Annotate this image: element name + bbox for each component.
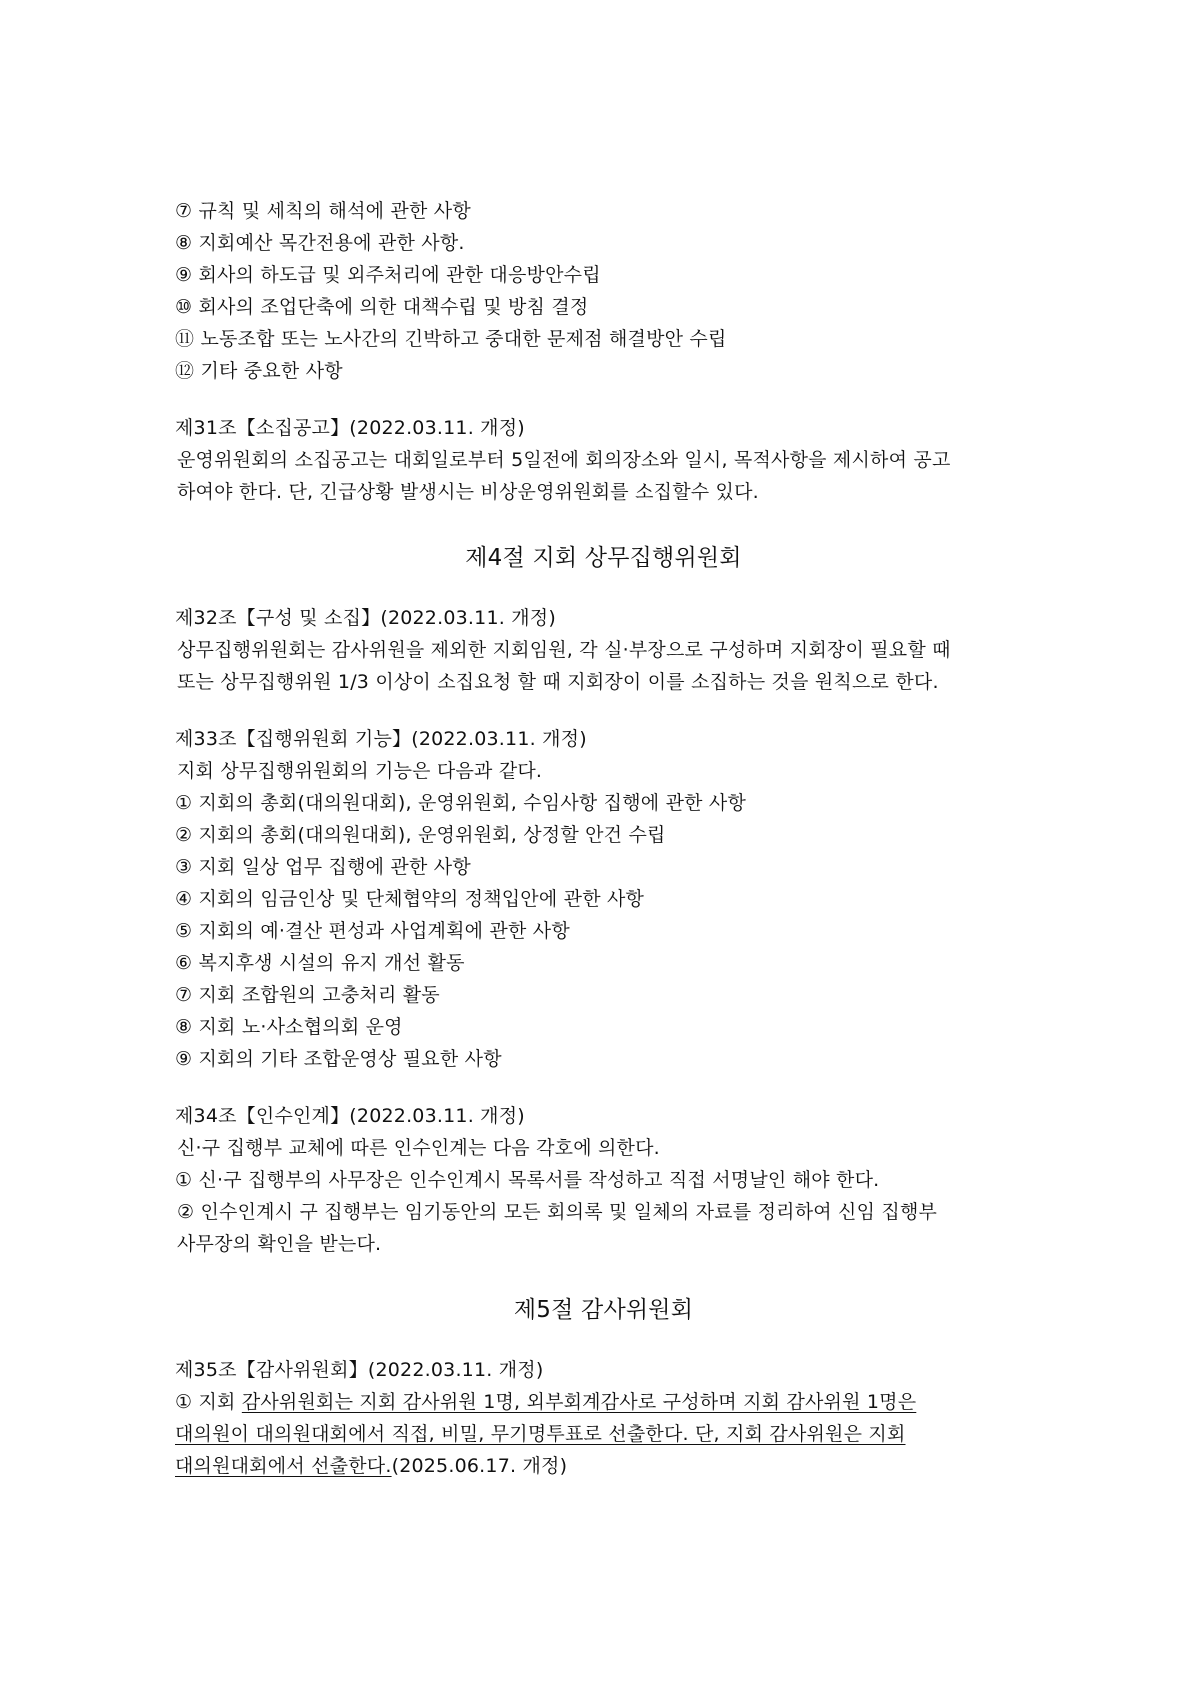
list-item: ② 지회의 총회(대의원대회), 운영위원회, 상정할 안건 수립: [175, 824, 666, 846]
article-text-line: 또는 상무집행위원 1/3 이상이 소집요청 할 때 지회장이 이를 소집하는 것을 원칙으로 한다.: [177, 671, 939, 693]
article-title: 제35조【감사위원회】(2022.03.11. 개정): [175, 1359, 544, 1381]
article-text-line: 하여야 한다. 단, 긴급상황 발생시는 비상운영위원회를 소집할수 있다.: [177, 481, 759, 503]
article-33: [175, 723, 1020, 1075]
article-text-line: [175, 1418, 1020, 1450]
spacer: [175, 1075, 1020, 1100]
spacer: [175, 698, 1020, 723]
amended-text-underlined: 대의원이 대의원대회에서 직접, 비밀, 무기명투표로 선출한다. 단, 지회 감사위원은 지회: [175, 1423, 906, 1445]
list-item: ⑫ 기타 중요한 사항: [175, 360, 343, 382]
list-item: ⑨ 지회의 기타 조합운영상 필요한 사항: [175, 1048, 502, 1070]
amendment-date-note: (2025.06.17. 개정): [391, 1455, 568, 1477]
article-34: [175, 1100, 1020, 1260]
list-item: ⑧ 지회예산 목간전용에 관한 사항.: [175, 232, 465, 254]
list-item: ④ 지회의 임금인상 및 단체협약의 정책입안에 관한 사항: [175, 888, 645, 910]
list-item: ⑧ 지회 노·사소협의회 운영: [175, 1016, 403, 1038]
list-item: ③ 지회 일상 업무 집행에 관한 사항: [175, 856, 471, 878]
list-item: ⑨ 회사의 하도급 및 외주처리에 관한 대응방안수립: [175, 264, 601, 286]
amended-text-underlined: 감사위원회는 지회 감사위원 1명, 외부회계감사로 구성하며 지회 감사위원 1명은: [241, 1391, 917, 1413]
article-intro: 신·구 집행부 교체에 따른 인수인계는 다음 각호에 의한다.: [177, 1137, 660, 1159]
list-item: ⑥ 복지후생 시설의 유지 개선 활동: [175, 952, 465, 974]
list-item: ① 지회의 총회(대의원대회), 운영위원회, 수임사항 집행에 관한 사항: [175, 792, 747, 814]
amended-text-underlined: 대의원대회에서 선출한다.: [175, 1455, 392, 1477]
article-title: 제33조【집행위원회 기능】(2022.03.11. 개정): [175, 728, 587, 750]
article-text-plain: ① 지회: [175, 1391, 242, 1413]
section-heading: 제5절 감사위원회: [513, 1297, 694, 1323]
list-item: ⑦ 규칙 및 세칙의 해석에 관한 사항: [175, 200, 471, 222]
section-heading: 제4절 지회 상무집행위원회: [465, 545, 742, 571]
article-title: 제32조【구성 및 소집】(2022.03.11. 개정): [175, 607, 556, 629]
list-item: ⑤ 지회의 예·결산 편성과 사업계획에 관한 사항: [175, 920, 570, 942]
list-item: ⑩ 회사의 조업단축에 의한 대책수립 및 방침 결정: [175, 296, 589, 318]
article-31: [175, 412, 1020, 508]
article-title: 제31조【소집공고】(2022.03.11. 개정): [175, 417, 525, 439]
list-item: ⑦ 지회 조합원의 고충처리 활동: [175, 984, 440, 1006]
article-intro: 지회 상무집행위원회의 기능은 다음과 같다.: [177, 760, 543, 782]
article-title: 제34조【인수인계】(2022.03.11. 개정): [175, 1105, 525, 1127]
list-item-continuation: 사무장의 확인을 받는다.: [177, 1233, 382, 1255]
article-32: [175, 602, 1020, 698]
article-35: [175, 1354, 1020, 1482]
list-item: ② 인수인계시 구 집행부는 임기동안의 모든 회의록 및 일체의 자료를 정리하여 신임 집행부: [177, 1201, 938, 1223]
article-text-line: 상무집행위원회는 감사위원을 제외한 지회임원, 각 실·부장으로 구성하며 지회장이 필요할 때: [177, 639, 951, 661]
list-item: ⑪ 노동조합 또는 노사간의 긴박하고 중대한 문제점 해결방안 수립: [175, 328, 727, 350]
document-body: [175, 195, 1020, 1482]
spacer: [175, 387, 1020, 412]
article-text-line: [175, 1450, 1020, 1482]
list-item: ① 신·구 집행부의 사무장은 인수인계시 목록서를 작성하고 직접 서명날인 해야 한다.: [175, 1169, 880, 1191]
article-text-line: [175, 1386, 1020, 1418]
article-text-line: 운영위원회의 소집공고는 대회일로부터 5일전에 회의장소와 일시, 목적사항을 제시하여 공고: [177, 449, 951, 471]
article-30-item-list: [175, 195, 1020, 387]
